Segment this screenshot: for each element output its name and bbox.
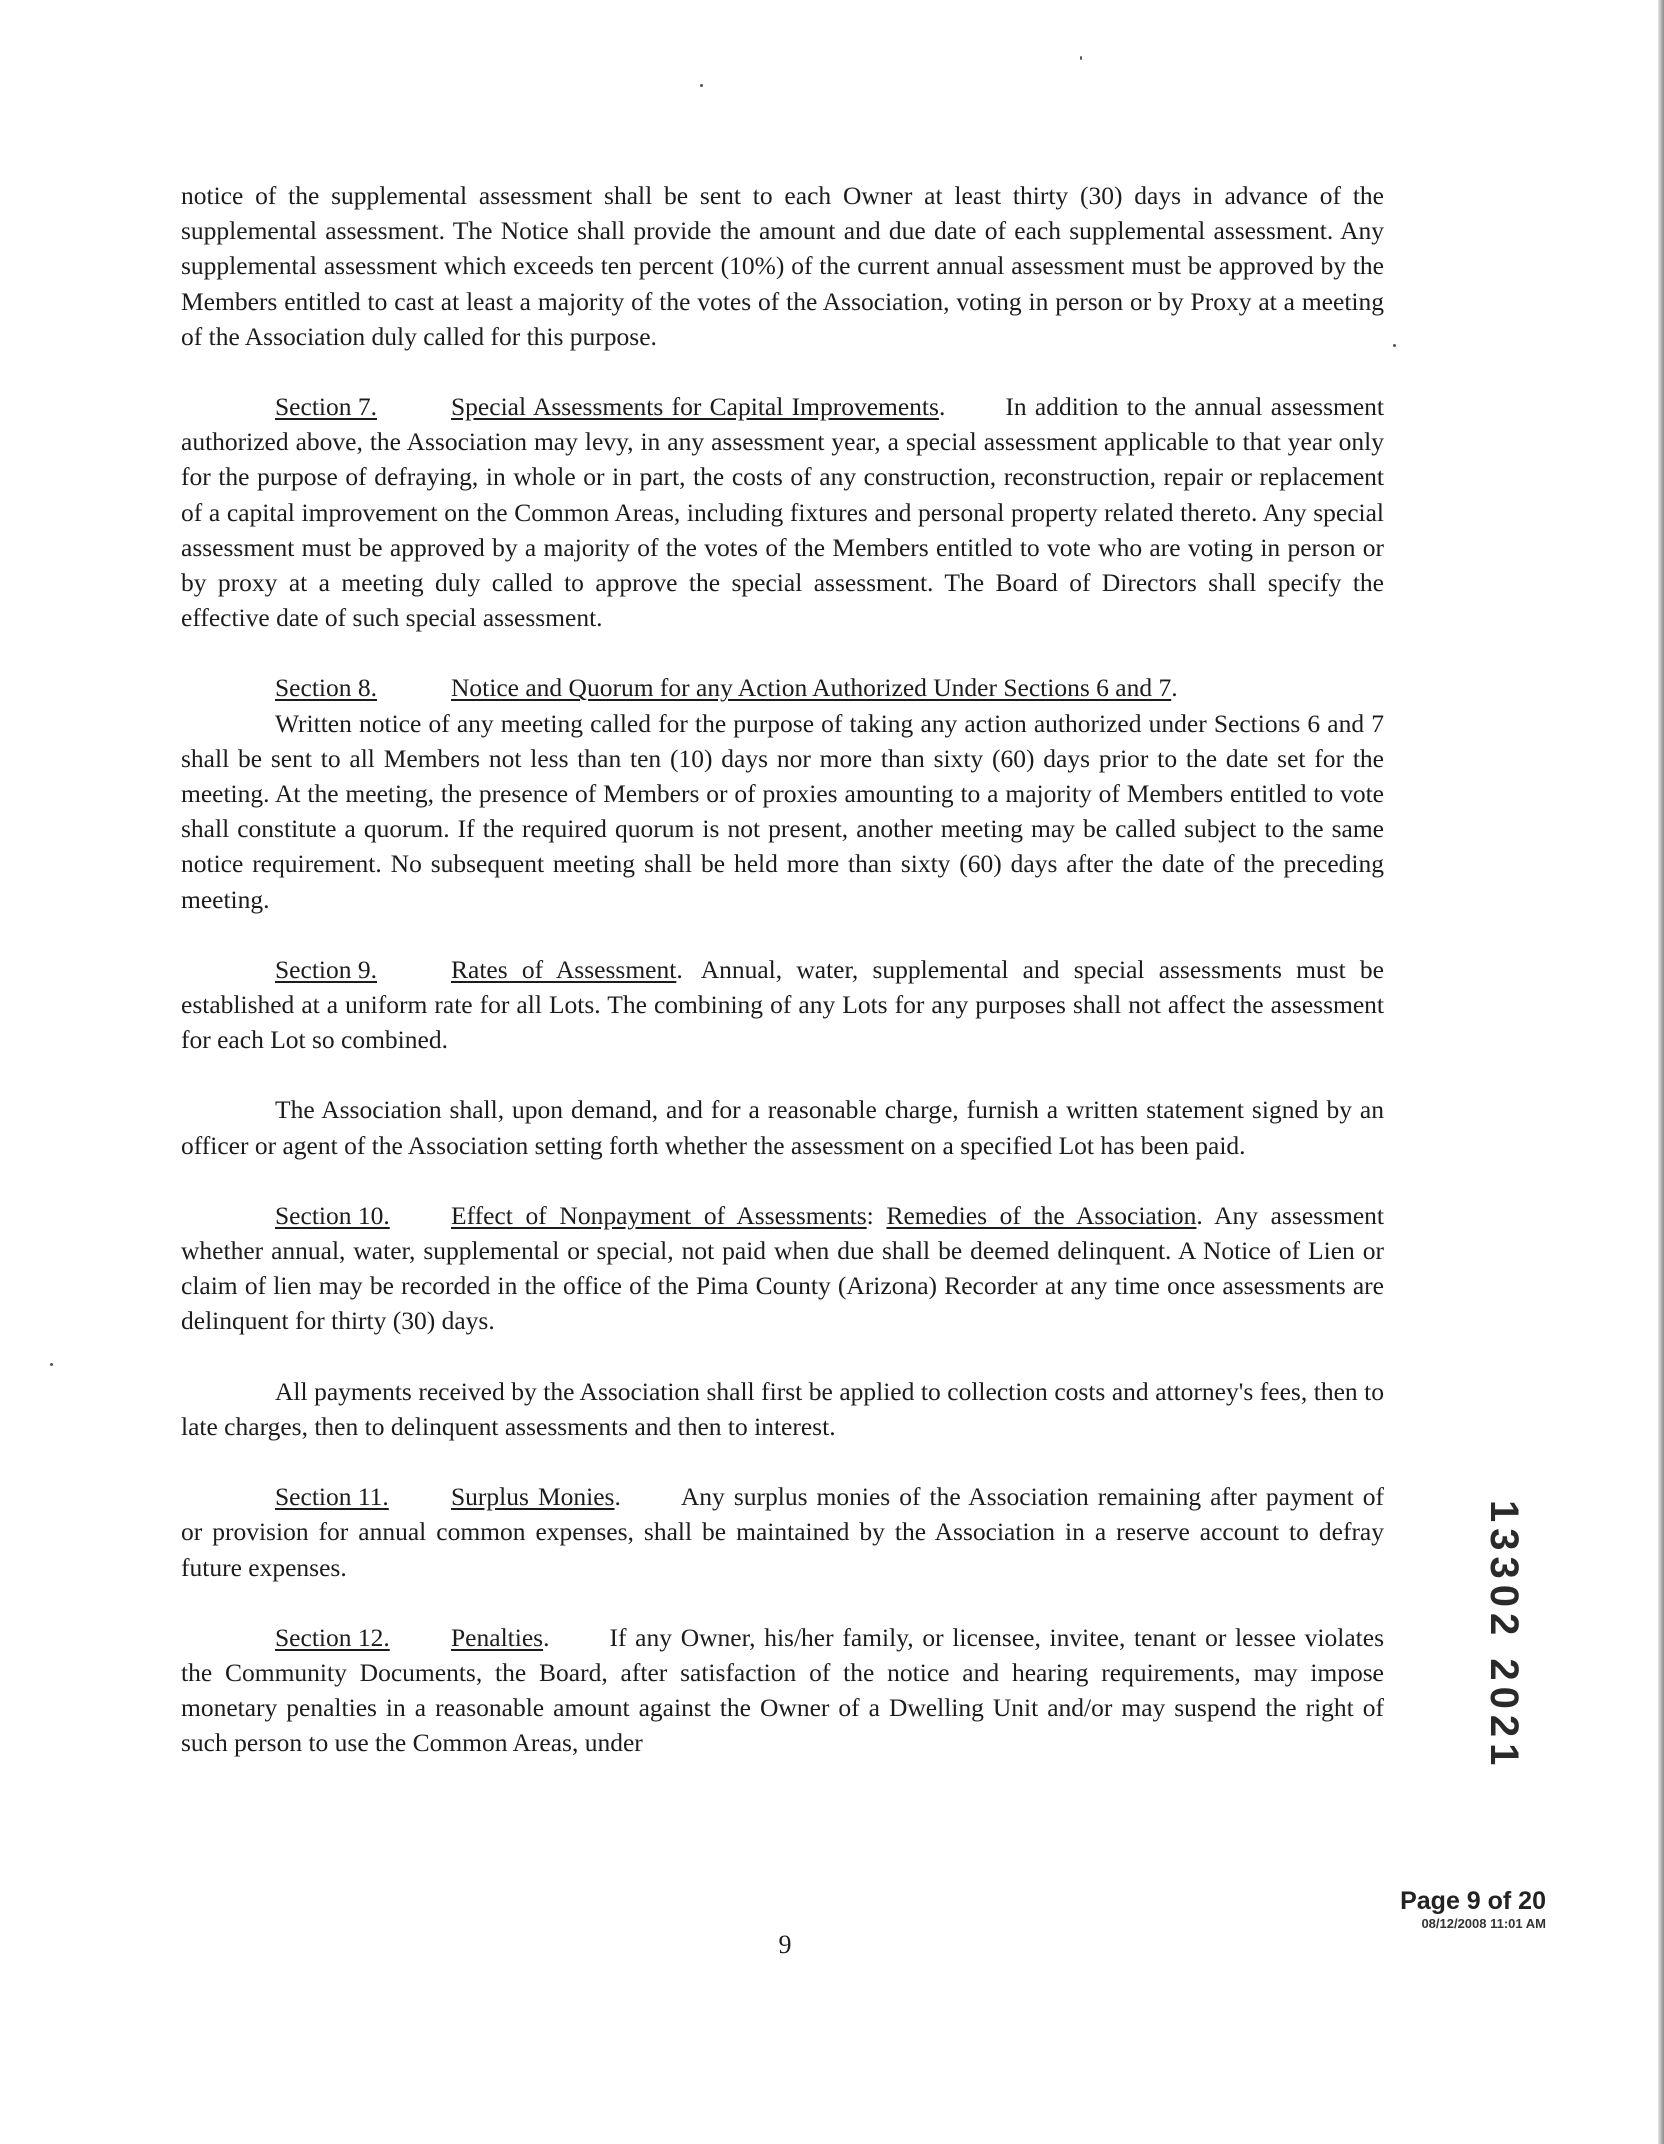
section-10-number: Section 10. (275, 1200, 390, 1230)
page-stamp (1400, 1886, 1546, 1932)
section-9-title: Rates of Assessment (451, 954, 677, 984)
scan-speck (1080, 56, 1082, 60)
section-12: Section 12. Penalties. If any Owner, his/her family, or licensee, invitee, tenant or lessee violates the Community Documents, the Board, after satisfaction of the notice and hearing requirements, may impose monetary penalties in a reasonable amount against the Owner of a Dwelling Unit and/or may suspend the right of such person to use the Common Areas, under (181, 1620, 1384, 1761)
section-12-number: Section 12. (275, 1622, 390, 1652)
section-11-number: Section 11. (275, 1482, 389, 1512)
section-7-number: Section 7. (275, 392, 377, 422)
document-body (181, 178, 1384, 1796)
section-7-title: Special Assessments for Capital Improvements (451, 392, 939, 422)
section-8-body: Written notice of any meeting called for the purpose of taking any action authorized under Sections 6 and 7 shall be sent to all Members not less than ten (10) days nor more than sixty (60) days prior to the date set for the meeting. At the meeting, the presence of Members or of proxies amounting to a majority of Members entitled to vote shall constitute a quorum. If the required quorum is not present, another meeting may be called subject to the same notice requirement. No subsequent meeting shall be held more than sixty (60) days after the date of the preceding meeting. (181, 708, 1384, 914)
scan-speck (700, 84, 703, 87)
paragraph-payments: All payments received by the Association shall first be applied to collection costs and attorney's fees, then to late charges, then to delinquent assessments and then to interest. (181, 1376, 1384, 1441)
paragraph-intro: notice of the supplemental assessment shall be sent to each Owner at least thirty (30) days in advance of the supplemental assessment. The Notice shall provide the amount and due date of each supplemental assessment. Any supplemental assessment which exceeds ten percent (10%) of the current annual assessment must be approved by the Members entitled to cast at least a majority of the votes of the Association, voting in person or by Proxy at a meeting of the Association duly called for this purpose. (181, 181, 1384, 351)
section-8: Section 8. Notice and Quorum for any Action Authorized Under Sections 6 and 7. Written notice of any meeting called for the purpose of taking any action authorized under Sections 6 and 7 shall be sent to all Members not less than ten (10) days nor more than sixty (60) days prior to the date set for the meeting. At the meeting, the presence of Members or of proxies amounting to a majority of Members entitled to vote shall constitute a quorum. If the required quorum is not present, another meeting may be called subject to the same notice requirement. No subsequent meeting shall be held more than sixty (60) days after the date of the preceding meeting. (181, 670, 1384, 916)
section-10-title-2: Remedies of the Association (886, 1200, 1197, 1230)
stamp-datetime: 08/12/2008 11:01 AM (1421, 1916, 1546, 1931)
section-10-title: Effect of Nonpayment of Assessments (451, 1200, 867, 1230)
section-9-body: Annual, water, supplemental and special assessments must be established at a uniform rate for all Lots. The combining of any Lots for any purposes shall not affect the assessment for each Lot so combined. (181, 954, 1384, 1055)
section-10: Section 10. Effect of Nonpayment of Assessments: Remedies of the Association. Any assessment whether annual, water, supplemental or special, not paid when due shall be deemed delinquent. A Notice of Lien or claim of lien may be recorded in the office of the Pima County (Arizona) Recorder at any time once assessments are delinquent for thirty (30) days. (181, 1198, 1384, 1339)
section-11: Section 11. Surplus Monies. Any surplus monies of the Association remaining after payment of or provision for annual common expenses, shall be maintained by the Association in a reserve account to defray future expenses. (181, 1479, 1384, 1585)
section-7-body: In addition to the annual assessment authorized above, the Association may levy, in any assessment year, a special assessment applicable to that year only for the purpose of defraying, in whole or in part, the costs of any construction, reconstruction, repair or replacement of a capital improvement on the Common Areas, including fixtures and personal property related thereto. Any special assessment must be approved by a majority of the votes of the Members entitled to vote who are voting in person or by proxy at a meeting duly called to approve the special assessment. The Board of Directors shall specify the effective date of such special assessment. (181, 392, 1385, 633)
side-recording-number: 13302 2021 (1482, 1500, 1526, 1772)
section-8-number: Section 8. (275, 673, 377, 703)
paragraph-statement: The Association shall, upon demand, and for a reasonable charge, furnish a written statement signed by an officer or agent of the Association setting forth whether the assessment on a specified Lot has been paid. (181, 1095, 1384, 1160)
section-7: Section 7. Special Assessments for Capital Improvements. In addition to the annual assessment authorized above, the Association may levy, in any assessment year, a special assessment applicable to that year only for the purpose of defraying, in whole or in part, the costs of any construction, reconstruction, repair or replacement of a capital improvement on the Common Areas, including fixtures and personal property related thereto. Any special assessment must be approved by a majority of the votes of the Members entitled to vote who are voting in person or by proxy at a meeting duly called to approve the special assessment. The Board of Directors shall specify the effective date of such special assessment. (181, 389, 1384, 635)
section-8-title: Notice and Quorum for any Action Authorized Under Sections 6 and 7 (451, 673, 1172, 703)
section-11-body: Any surplus monies of the Association remaining after payment of or provision for annual common expenses, shall be maintained by the Association in a reserve account to defray future expenses. (181, 1482, 1384, 1582)
section-9-number: Section 9. (275, 954, 377, 984)
page-edge-shadow (1658, 0, 1664, 2144)
scan-speck (50, 1363, 53, 1366)
section-10-body: Any assessment whether annual, water, supplemental or special, not paid when due shall be deemed delinquent. A Notice of Lien or claim of lien may be recorded in the office of the Pima County (Arizona) Recorder at any time once assessments are delinquent for thirty (30) days. (181, 1200, 1384, 1336)
page-number: 9 (778, 1930, 792, 1959)
section-9: Section 9. Rates of Assessment. Annual, water, supplemental and special assessments must be established at a uniform rate for all Lots. The combining of any Lots for any purposes shall not affect the assessment for each Lot so combined. (181, 952, 1384, 1058)
section-12-body: If any Owner, his/her family, or licensee, invitee, tenant or lessee violates the Community Documents, the Board, after satisfaction of the notice and hearing requirements, may impose monetary penalties in a reasonable amount against the Owner of a Dwelling Unit and/or may suspend the right of such person to use the Common Areas, under (181, 1622, 1384, 1758)
section-11-title: Surplus Monies (451, 1482, 615, 1512)
scan-speck (1393, 344, 1396, 347)
section-12-title: Penalties (451, 1622, 544, 1652)
page-count-label: Page 9 of 20 (1400, 1887, 1546, 1915)
